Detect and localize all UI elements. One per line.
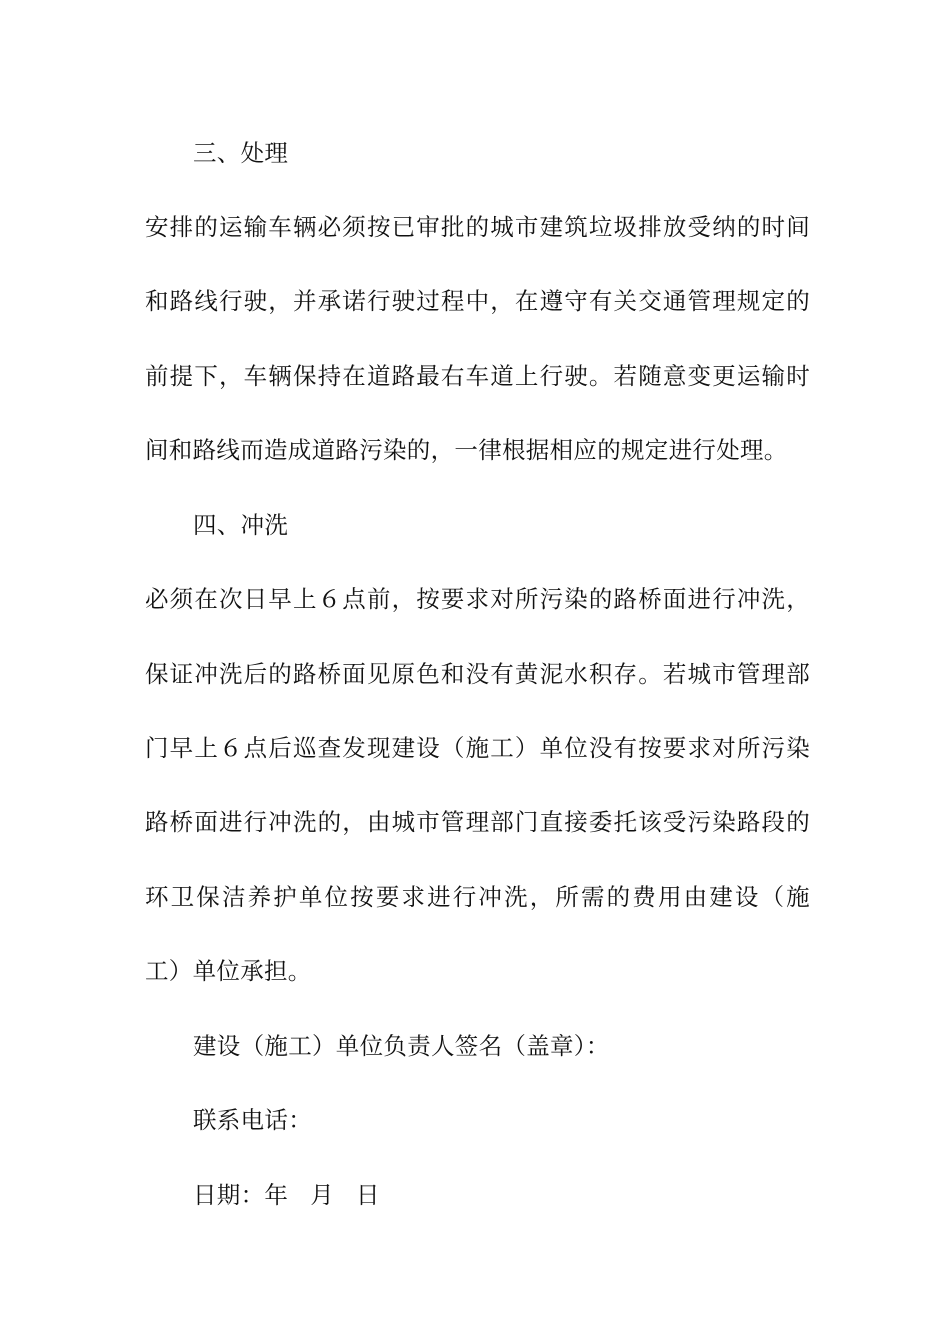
- paragraph-line: 路桥面进行冲洗的，由城市管理部门直接委托该受污染路段的: [145, 808, 810, 836]
- paragraph-line: 工）单位承担。: [145, 957, 312, 985]
- signer-signature-label: 建设（施工）单位负责人签名（盖章）：: [193, 1032, 610, 1060]
- paragraph-line: 前提下，车辆保持在道路最右车道上行驶。若随意变更运输时: [145, 362, 810, 390]
- paragraph-line: 必须在次日早上６点前，按要求对所污染的路桥面进行冲洗，: [145, 585, 810, 613]
- contact-phone-label: 联系电话：: [193, 1106, 312, 1134]
- paragraph-line: 门早上６点后巡查发现建设（施工）单位没有按要求对所污染: [145, 734, 810, 762]
- paragraph-line: 和路线行驶，并承诺行驶过程中，在遵守有关交通管理规定的: [145, 287, 810, 315]
- date-line: [193, 1179, 858, 1211]
- section-heading-flushing: 四、冲洗: [193, 511, 289, 539]
- paragraph-line: 安排的运输车辆必须按已审批的城市建筑垃圾排放受纳的时间: [145, 213, 810, 241]
- paragraph-line: 间和路线而造成道路污染的，一律根据相应的规定进行处理。: [145, 436, 788, 464]
- date-day: 日: [356, 1181, 380, 1209]
- section-heading-processing: 三、处理: [193, 139, 289, 167]
- date-year: 年: [264, 1181, 289, 1209]
- paragraph-line: 环卫保洁养护单位按要求进行冲洗，所需的费用由建设（施: [145, 883, 810, 911]
- date-month: 月: [310, 1181, 335, 1209]
- paragraph-line: 保证冲洗后的路桥面见原色和没有黄泥水积存。若城市管理部: [145, 660, 810, 688]
- date-label: 日期：: [193, 1181, 265, 1209]
